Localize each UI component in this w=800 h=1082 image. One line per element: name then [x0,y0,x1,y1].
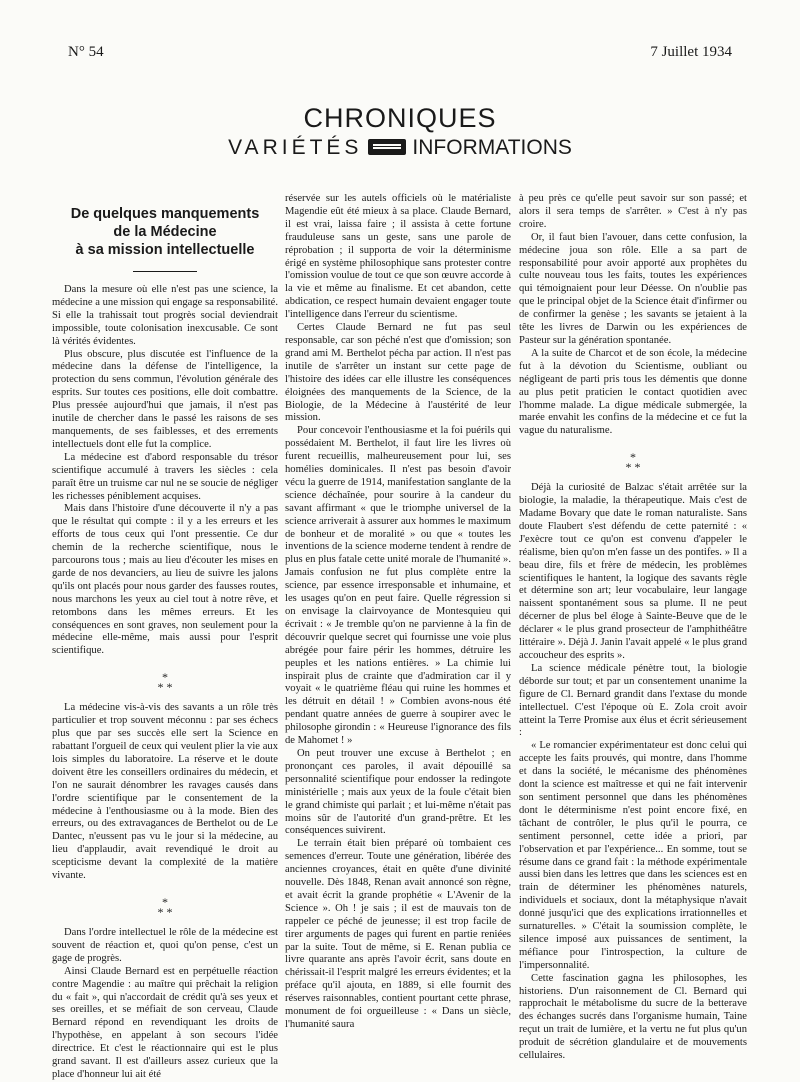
title-line: de la Médecine [113,224,217,240]
title-line: à sa mission intellectuelle [75,242,255,258]
column-2 [285,193,511,1032]
paragraph: La médecine est d'abord responsable du trésor scientifique accumulé à travers les siècles : cela paraît être un truisme car nul ne se soucie de négliger les richesses péniblement acquises. [52,451,278,502]
paragraph: Dans l'ordre intellectuel le rôle de la médecine est souvent de réaction et, quoi qu'on pense, c'est un gage de progrès. [52,926,278,964]
section-separator: * * * [625,450,641,475]
paragraph: A la suite de Charcot et de son école, la médecine fut à la dévotion du Scientisme, oubliant ou négligeant de parti pris tous les démentis que donne au plus petit praticien le contact quotidien avec l'homme malade. La digue médicale submergée, la marée envahit les confins de la médecine et ce fut la vague du naturalisme. [519,347,747,437]
masthead-subtitle [0,135,800,161]
paragraph: réservée sur les autels officiels où le matérialiste Magendie eût été mieux à sa place. Claude Bernard, il est vrai, laissa faire ; il assista à cette fortune frauduleuse sans un geste, sans une parole de réprobation ; il supporta de voir la déterminisme érigé en système philosophique sans protester contre l'omission voulue de tout ce que son œuvre accorde à la vie et même au finalisme. Et cet abandon, cette abdication, ce respect humain devaient engager toute l'intelligence dans l'erreur du scientisme. [285,193,511,321]
paragraph: à peu près ce qu'elle peut savoir sur son passé; et alors il sera temps de s'arrêter. » C'est à n'y pas croire. [519,193,747,230]
paragraph: Le terrain était bien préparé où tombaient ces semences d'erreur. Toute une génération, libérée des anciennes croyances, était en quête d'une divinité nouvelle. Dès 1848, Renan avait annoncé son règne, et avait écrit la grande prophétie « L'Avenir de la Science ». Oh ! je sais ; il est de mauvais ton de rappeler ce péché de jeunesse; il est trop facile de tirer arguments de pages qui furent en partie reniées par la suite. Tout de même, si E. Renan publia ce livre quarante ans après l'avoir écrit, sans doute en chérissait-il l'esprit malgré les erreurs évidentes; et la préface qu'il ajouta, en 1889, si elle fournit des réserves raisonnables, contient pourtant cette phrase, monument de foi orgueilleuse : « Dans un siècle, l'humanité saura [285,838,511,1030]
section-separator: * * * [157,894,173,919]
column-1 [52,195,278,1082]
paragraph: On peut trouver une excuse à Berthelot ; en prononçant ces paroles, il avait dépouillé sa personnalité scientifique pour endosser la redingote ministérielle ; mais aux yeux de la foule c'était bien le grand chimiste qui parlait ; et lui-même n'était pas moins sûr de l'autorité d'un grand-prêtre. Et les conséquences suivirent. [285,747,511,837]
paragraph: La science médicale pénètre tout, la biologie déborde sur tout; et par un consentement unanime la figure de Cl. Bernard grandit dans l'extase du monde intellectuel. C'est l'époque où E. Zola croit avoir atteint la Terre Promise aux élus et écrit sérieusement : [519,662,747,739]
title-line: De quelques manquements [70,206,260,222]
paragraph: La médecine vis-à-vis des savants a un rôle très particulier et trop souvent méconnu : par ses échecs plus que par ses succès elle sert la Science en rabattant l'orgueil de ceux qui veulent plier la vie aux lois simples du laboratoire. La réserve et le doute doivent être les conseillers ordinaires du médecin, et l'on ne saurait dénombrer les ravages causés dans l'ordre scientifique par le consentement de la médecine à l'enthousiasme ou à la mode. Bien des erreurs, ou des extravagances de Berthelot ou de Le Dantec, n'eussent pas vu le jour si la médecine, au lieu d'applaudir, avait revendiqué le droit au scepticisme devant la complexité de la matière vivante. [52,702,278,882]
issue-date: 7 Juillet 1934 [650,44,732,60]
column-3 [519,193,747,1063]
paragraph: « Le romancier expérimentateur est donc celui qui accepte les faits prouvés, qui montre, dans l'homme et dans la société, le mécanisme des phénomènes dont la science est maîtresse et qui ne fait intervenir son sentiment personnel que dans les phénomènes dont le déterminisme n'est point encore fixé, en tâchant de contrôler, le plus qu'il le pourra, ce sentiment personnel, cette idée a priori, par l'observation et par l'expérience... En somme, tout se résume dans ce grand fait : la méthode expérimentale aussi bien dans les lettres que dans les sciences est en train de déterminer les phénomènes naturels, individuels et sociaux, dont la métaphysique n'avait donné jusqu'ici que des explications irrationnelles et surnaturelles. » C'était la soumission complète, le silence imposé aux puissances de sentiment, la méfiance pour l'introspection, la culture de l'impersonnalité. [519,740,747,971]
paragraph: Cette fascination gagna les philosophes, les historiens. D'un raisonnement de Cl. Bernard qui rapprochait le métabolisme du sucre de la betterave des échanges sucrés dans l'organisme humain, Taine reçut un trait de lumière, et la vertu ne fut plus qu'un produit de sécrétion glandulaire et de mouvements cellulaires. [519,972,747,1062]
article-title [52,205,278,259]
paragraph: Pour concevoir l'enthousiasme et la foi puérils qui possédaient M. Berthelot, il faut lire les livres où furent recueillis, malheureusement pour lui, ses homélies dominicales. Il n'est pas besoin d'avoir vécu la guerre de 1914, manifestation sanglante de la science déchaînée, pour sourire à la candeur du savant affirmant « que le triomphe universel de la science arriverait à assurer aux hommes le maximum de bonheur et de moralité » ou que « toutes les inventions de la science moderne tendent à rendre de plus en plus fatale cette unité morale de l'humanité ». Jamais confusion ne fut plus complète entre la science, par essence irresponsable et inhumaine, et les usages qu'on en peut faire. Quelle régression si on envisage la clairvoyance de Montesquieu qui écrivait : « Je tremble qu'on ne parvienne à la fin de découvrir quelque secret qui fournisse une voie plus abrégée pour faire périr les hommes, détruire les peuples et les nations entières. » La chimie lui inspirait plus de crainte que d'admiration car il y voyait « le quatrième fléau qui ruine les hommes et les détruit en détail ! » Combien avons-nous été pendant quatre années de guerre à soupirer avec le philosophe girondin : « Heureuse l'ignorance des fils de Mahomet ! » [285,425,511,747]
emblem-icon [368,139,406,155]
paragraph: Dans la mesure où elle n'est pas une science, la médecine a une mission qui engage sa responsabilité. Si elle la trahissait tout progrès social deviendrait impossible, toute colonisation inexcusable. Ce sont là vérités évidentes. [52,284,278,347]
masthead [0,103,800,161]
paragraph: Déjà la curiosité de Balzac s'était arrêtée sur la biologie, la maladie, la thérapeutique. Mais c'est de Madame Bovary que date le roman naturaliste. Sans doute Flaubert s'est défendu de cette paternité : « J'exècre tout ce qu'on est convenu d'appeler le réalisme, bien qu'on m'en fasse un des pontifes. » Il a beau dire, fils et frère de médecin, les problèmes scientifiques le hantent, la logique des savants règle et détermine son art; leur vocabulaire, leur langage naissent spontanément sous sa plume. Il ne peut décerner de plus bel éloge à Sainte-Beuve que de le déclarer « le plus grand prosecteur de l'amphithéâtre littéraire ». Déjà J. Janin l'avait appelé « le plus grand accoucheur des esprits ». [519,482,747,661]
paragraph: Plus obscure, plus discutée est l'influence de la médecine dans la défense de l'intelligence, la protection du sens commun, l'évolution générale des esprits. Sur toutes ces positions, elle doit combattre. Plus pressée aujourd'hui que jamais, il n'est pas inutile de chercher dans le passé les raisons de ses manquements, de ses faiblesses, et des errements intellectuels dont elle fut la complice. [52,348,278,450]
paragraph: Or, il faut bien l'avouer, dans cette confusion, la médecine joua son rôle. Elle a sa part de responsabilité pour avoir apporté aux prophètes du culte nouveau tous les faits, toutes les expériences qui témoignaient pour leur Déesse. On n'oublie pas que le principal objet de la Science était d'infirmer ou de confirmer la genèse ; les savants se jetaient à la tête les livres de Darwin ou les expériences de Pasteur sur la génération spontanée. [519,231,747,346]
paragraph: Mais dans l'histoire d'une découverte il n'y a pas que le résultat qui compte : il y a les erreurs et les efforts de tous ceux qui l'ont pressentie. Ce dur chemin de la recherche scientifique, nous le parcourons tous ; mais au lieu d'écouter les mises en garde de nos devanciers, au lieu de suivre les jalons qu'ils ont placés pour nous garder des fausses routes, nous marchons les yeux au ciel tout à notre rêve, et retombons dans les mêmes erreurs. Et les conséquences en sont graves, non seulement pour la médecine elle-même, mais aussi pour l'esprit scientifique. [52,503,278,657]
paragraph: Certes Claude Bernard ne fut pas seul responsable, car son péché n'est que d'omission; son grand ami M. Berthelot pécha par action. Il n'est pas inutile de s'arrêter un instant sur cette page de l'histoire des idées car elle illustre les conséquences éloignées des manquements de la Science, de la Biologie, de la Médecine à l'austérité de leur mission. [285,322,511,424]
issue-number: N° 54 [68,44,104,60]
paragraph: Ainsi Claude Bernard est en perpétuelle réaction contre Magendie : au maître qui prêchait la religion du « fait », qui n'accordait de crédit qu'à ses yeux et ses oreilles, et se méfiait de son cerveau, Claude Bernard répond en revendiquant les droits de l'hypothèse, en appelant à son secours l'idée directrice. Et c'est le réactionnaire qui est le plus grand savant. Il est d'ailleurs assez curieux que la place d'honneur lui ait été [52,965,278,1080]
masthead-title: CHRONIQUES [303,103,497,133]
section-separator: * * * [157,670,173,695]
masthead-informations: INFORMATIONS [412,136,572,159]
title-rule [133,271,197,272]
masthead-varietes: VARIÉTÉS [228,136,363,159]
page-header [68,44,732,64]
